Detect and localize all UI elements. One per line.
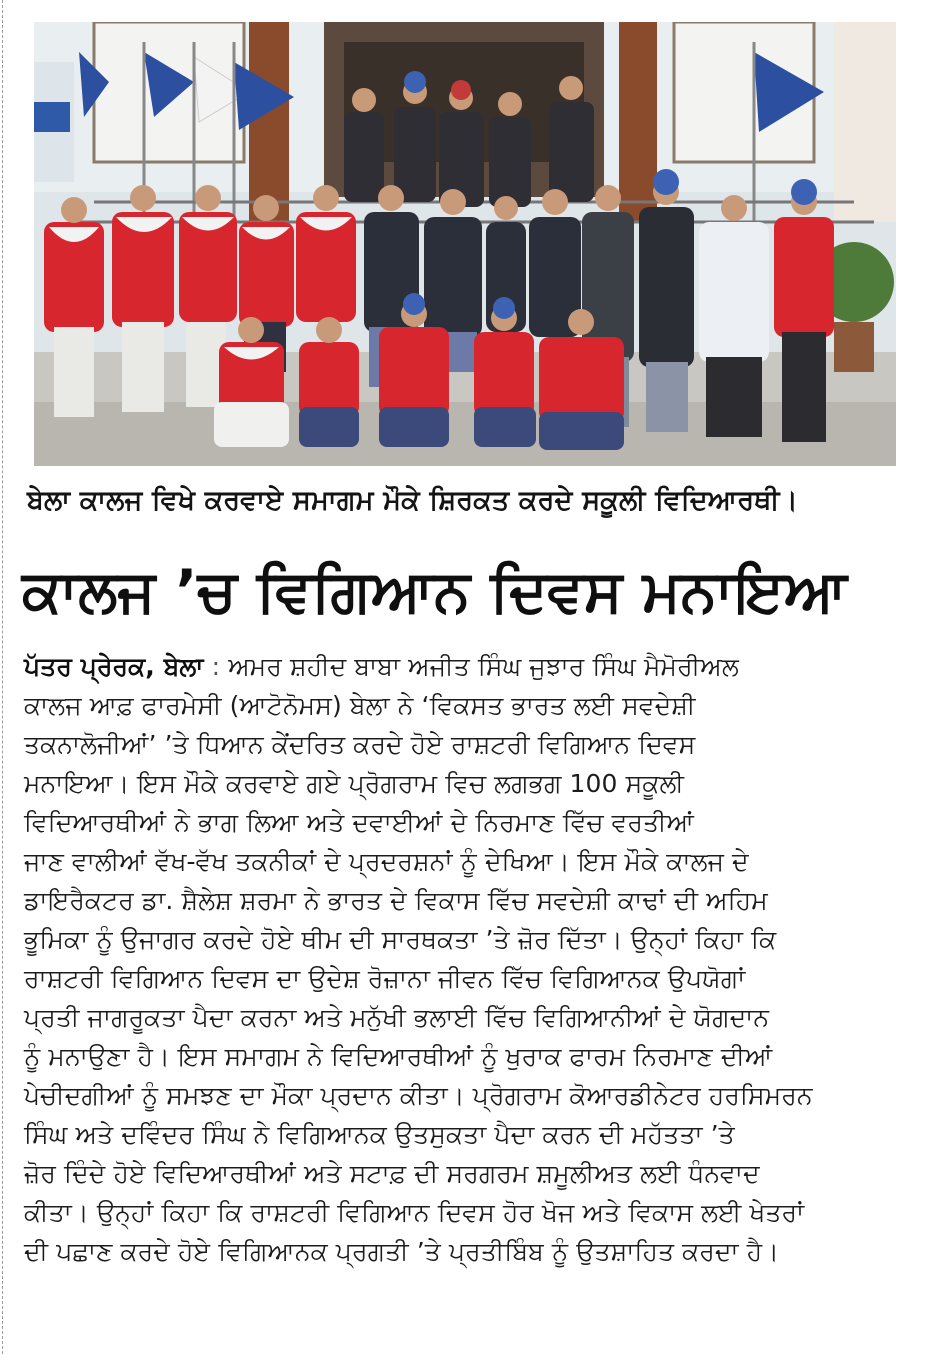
group-photo bbox=[34, 22, 896, 466]
body-line: ਜ਼ੋਰ ਦਿੰਦੇ ਹੋਏ ਵਿਦਿਆਰਥੀਆਂ ਅਤੇ ਸਟਾਫ਼ ਦੀ ਸਰਗਰਮ ਸ਼ਮੂਲੀਅਤ ਲਈ ਧੰਨਵਾਦ bbox=[24, 1159, 760, 1188]
body-line: ਕੀਤਾ। ਉਨ੍ਹਾਂ ਕਿਹਾ ਕਿ ਰਾਸ਼ਟਰੀ ਵਿਗਿਆਨ ਦਿਵਸ ਹੋਰ ਖੋਜ ਅਤੇ ਵਿਕਾਸ ਲਈ ਖੇਤਰਾਂ bbox=[24, 1198, 805, 1227]
body-line: ਮਨਾਇਆ। ਇਸ ਮੌਕੇ ਕਰਵਾਏ ਗਏ ਪ੍ਰੋਗਰਾਮ ਵਿਚ ਲਗਭਗ 100 ਸਕੂਲੀ bbox=[24, 769, 685, 798]
body-line: ਡਾਇਰੈਕਟਰ ਡਾ. ਸ਼ੈਲੇਸ਼ ਸ਼ਰਮਾ ਨੇ ਭਾਰਤ ਦੇ ਵਿਕਾਸ ਵਿੱਚ ਸਵਦੇਸ਼ੀ ਕਾਢਾਂ ਦੀ ਅਹਿਮ bbox=[24, 886, 768, 915]
body-line: ਰਾਸ਼ਟਰੀ ਵਿਗਿਆਨ ਦਿਵਸ ਦਾ ਉਦੇਸ਼ ਰੋਜ਼ਾਨਾ ਜੀਵਨ ਵਿੱਚ ਵਿਗਿਆਨਕ ਉਪਯੋਗਾਂ bbox=[24, 964, 746, 993]
body-line: ਜਾਣ ਵਾਲੀਆਂ ਵੱਖ-ਵੱਖ ਤਕਨੀਕਾਂ ਦੇ ਪ੍ਰਦਰਸ਼ਨਾਂ ਨੂੰ ਦੇਖਿਆ। ਇਸ ਮੌਕੇ ਕਾਲਜ ਦੇ bbox=[24, 847, 749, 876]
body-line-text: ਅਮਰ ਸ਼ਹੀਦ ਬਾਬਾ ਅਜੀਤ ਸਿੰਘ ਜੁਝਾਰ ਸਿੰਘ ਮੈਮੋਰੀਅਲ bbox=[228, 652, 739, 681]
group-photo-image bbox=[34, 22, 896, 466]
photo-caption: ਬੇਲਾ ਕਾਲਜ ਵਿਖੇ ਕਰਵਾਏ ਸਮਾਗਮ ਮੌਕੇ ਸ਼ਿਰਕਤ ਕਰਦੇ ਸਕੂਲੀ ਵਿਦਿਆਰਥੀ। bbox=[27, 485, 799, 516]
body-line: ਵਿਦਿਆਰਥੀਆਂ ਨੇ ਭਾਗ ਲਿਆ ਅਤੇ ਦਵਾਈਆਂ ਦੇ ਨਿਰਮਾਣ ਵਿੱਚ ਵਰਤੀਆਂ bbox=[24, 808, 694, 837]
body-line: ਕਾਲਜ ਆਫ਼ ਫਾਰਮੇਸੀ (ਆਟੋਨੋਮਸ) ਬੇਲਾ ਨੇ ‘ਵਿਕਸਤ ਭਾਰਤ ਲਈ ਸਵਦੇਸ਼ੀ bbox=[24, 691, 696, 720]
byline: ਪੱਤਰ ਪ੍ਰੇਰਕ, ਬੇਲਾ bbox=[24, 652, 204, 681]
cut-line bbox=[2, 0, 3, 1354]
body-line: ਤਕਨਾਲੋਜੀਆਂ’ ’ਤੇ ਧਿਆਨ ਕੇਂਦਰਿਤ ਕਰਦੇ ਹੋਏ ਰਾਸ਼ਟਰੀ ਵਿਗਿਆਨ ਦਿਵਸ bbox=[24, 730, 696, 759]
body-line: ਪ੍ਰਤੀ ਜਾਗਰੂਕਤਾ ਪੈਦਾ ਕਰਨਾ ਅਤੇ ਮਨੁੱਖੀ ਭਲਾਈ ਵਿੱਚ ਵਿਗਿਆਨੀਆਂ ਦੇ ਯੋਗਦਾਨ bbox=[24, 1003, 770, 1032]
body-line: ਭੂਮਿਕਾ ਨੂੰ ਉਜਾਗਰ ਕਰਦੇ ਹੋਏ ਥੀਮ ਦੀ ਸਾਰਥਕਤਾ ’ਤੇ ਜ਼ੋਰ ਦਿੱਤਾ। ਉਨ੍ਹਾਂ ਕਿਹਾ ਕਿ bbox=[24, 925, 777, 954]
body-line: ਦੀ ਪਛਾਣ ਕਰਦੇ ਹੋਏ ਵਿਗਿਆਨਕ ਪ੍ਰਗਤੀ ’ਤੇ ਪ੍ਰਤੀਬਿੰਬ ਨੂੰ ਉਤਸ਼ਾਹਿਤ ਕਰਦਾ ਹੈ। bbox=[24, 1237, 780, 1266]
byline-separator: : bbox=[203, 652, 229, 681]
body-line bbox=[24, 647, 904, 686]
headline: ਕਾਲਜ ’ਚ ਵਿਗਿਆਨ ਦਿਵਸ ਮਨਾਇਆ bbox=[22, 557, 848, 625]
body-line: ਨੂੰ ਮਨਾਉਣਾ ਹੈ। ਇਸ ਸਮਾਗਮ ਨੇ ਵਿਦਿਆਰਥੀਆਂ ਨੂੰ ਖੁਰਾਕ ਫਾਰਮ ਨਿਰਮਾਣ ਦੀਆਂ bbox=[24, 1042, 773, 1071]
body-line: ਸਿੰਘ ਅਤੇ ਦਵਿੰਦਰ ਸਿੰਘ ਨੇ ਵਿਗਿਆਨਕ ਉਤਸੁਕਤਾ ਪੈਦਾ ਕਰਨ ਦੀ ਮਹੱਤਤਾ ’ਤੇ bbox=[24, 1120, 735, 1149]
article-body bbox=[24, 647, 904, 1271]
body-line: ਪੇਚੀਦਗੀਆਂ ਨੂੰ ਸਮਝਣ ਦਾ ਮੌਕਾ ਪ੍ਰਦਾਨ ਕੀਤਾ। ਪ੍ਰੋਗਰਾਮ ਕੋਆਰਡੀਨੇਟਰ ਹਰਸਿਮਰਨ bbox=[24, 1081, 813, 1110]
